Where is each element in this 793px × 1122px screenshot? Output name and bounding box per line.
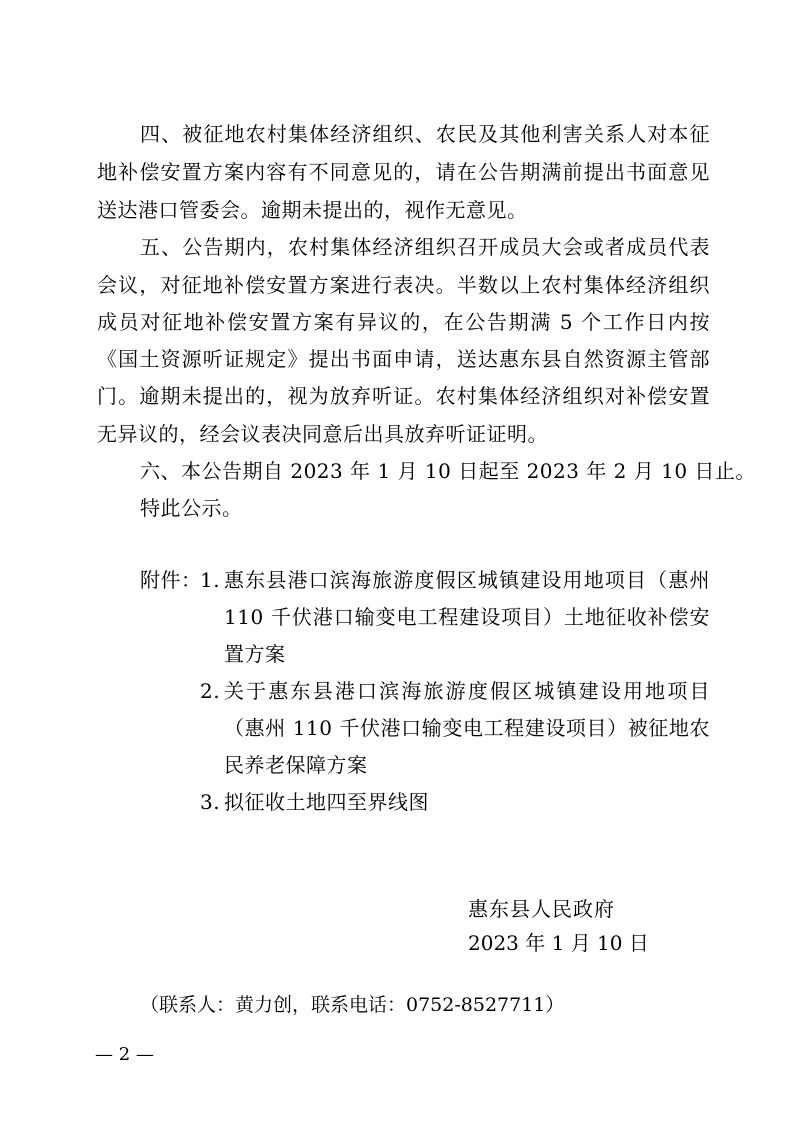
paragraph-4-line-2: 地补偿安置方案内容有不同意见的，请在公告期满前提出书面意见 (97, 160, 710, 184)
attachments-label: 附件： (140, 568, 202, 592)
attachment-1-number: 1. (200, 568, 221, 592)
paragraph-6: 六、本公告期自 2023 年 1 月 10 日起至 2023 年 2 月 10 日止。 (140, 459, 756, 483)
contact-info: （联系人：黄力创，联系电话：0752-8527711） (140, 994, 565, 1016)
paragraph-4-line-1: 四、被征地农村集体经济组织、农民及其他利害关系人对本征 (140, 122, 710, 146)
paragraph-5-line-2: 会议，对征地补偿安置方案进行表决。半数以上农村集体经济组织 (97, 273, 710, 297)
closing-text: 特此公示。 (140, 496, 243, 520)
paragraph-4-line-3: 送达港口管委会。逾期未提出的，视作无意见。 (97, 198, 528, 222)
attachment-1-line-3: 置方案 (224, 642, 286, 666)
paragraph-5-line-4: 《国土资源听证规定》提出书面申请，送达惠东县自然资源主管部 (97, 347, 710, 371)
paragraph-5-line-3: 成员对征地补偿安置方案有异议的，在公告期满 5 个工作日内按 (97, 310, 710, 334)
attachment-1-line-1: 惠东县港口滨海旅游度假区城镇建设用地项目（惠州 (224, 568, 710, 592)
signature-organization: 惠东县人民政府 (468, 897, 615, 921)
paragraph-5-line-6: 无异议的，经会议表决同意后出具放弃听证证明。 (97, 422, 548, 446)
attachment-2-line-2: （惠州 110 千伏港口输变电工程建设项目）被征地农 (224, 716, 710, 740)
attachment-2-line-1: 关于惠东县港口滨海旅游度假区城镇建设用地项目 (224, 679, 710, 703)
attachment-2-number: 2. (200, 679, 221, 703)
attachment-2-line-3: 民养老保障方案 (224, 753, 368, 777)
page-number: — 2 — (95, 1044, 154, 1065)
paragraph-5-line-1: 五、公告期内，农村集体经济组织召开成员大会或者成员代表 (140, 235, 710, 259)
signature-date: 2023 年 1 月 10 日 (468, 931, 649, 955)
paragraph-5-line-5: 门。逾期未提出的，视为放弃听证。农村集体经济组织对补偿安置 (97, 384, 710, 408)
attachment-1-line-2: 110 千伏港口输变电工程建设项目）土地征收补偿安 (224, 605, 710, 629)
attachment-3-number: 3. (200, 790, 221, 814)
attachment-3-line-1: 拟征收土地四至界线图 (224, 790, 429, 814)
